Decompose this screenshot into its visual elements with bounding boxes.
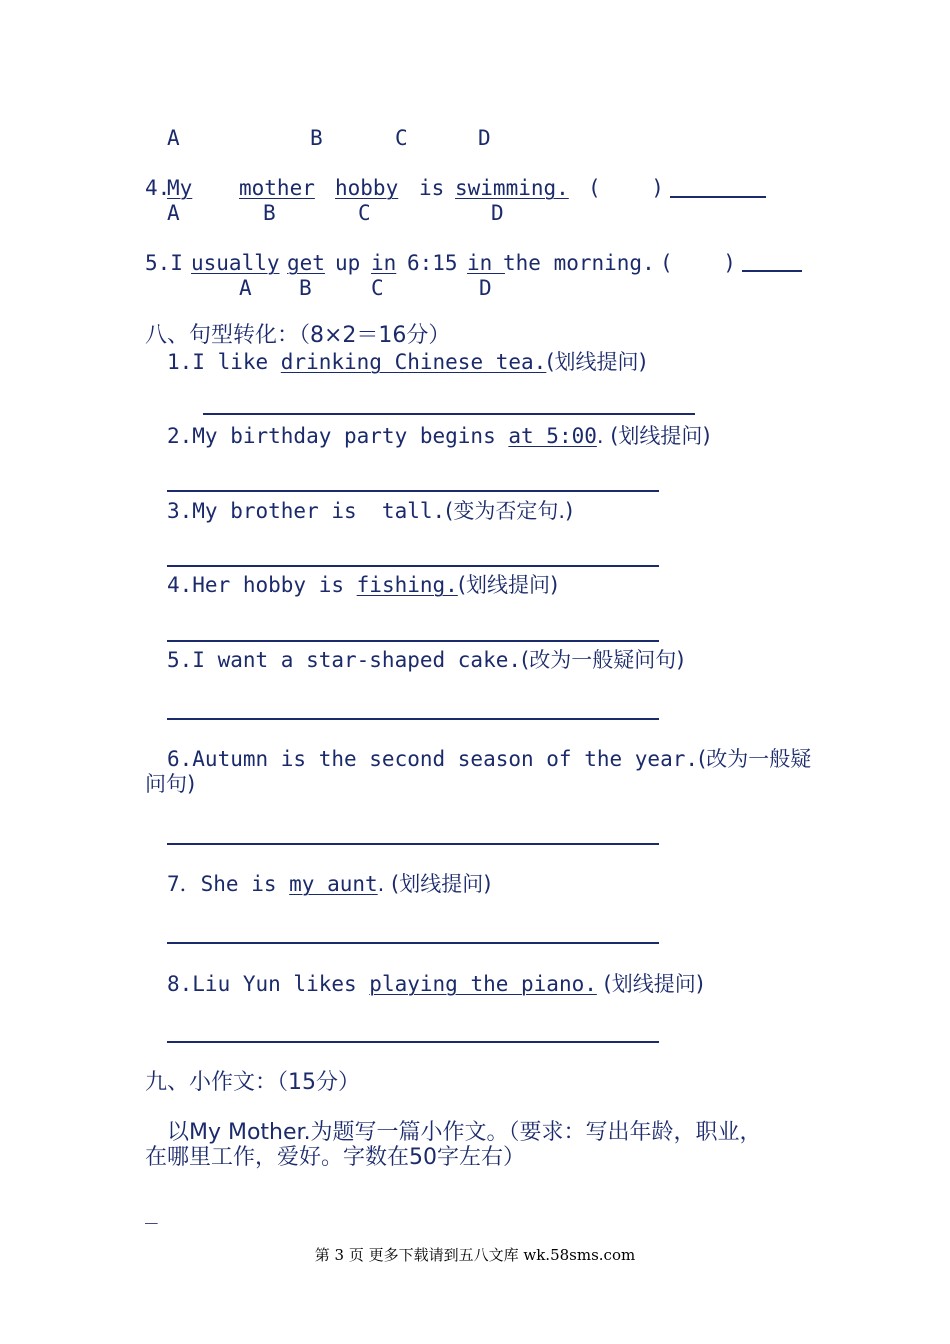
section8-answer-line-5[interactable] <box>167 718 659 720</box>
q4-number: 4. <box>145 176 171 200</box>
writing-start-mark[interactable]: _ <box>145 1200 158 1224</box>
q5-answer-paren: ( ) <box>660 251 736 275</box>
section8-item-6: 6.Autumn is the second season of the year.(改为一般疑 <box>167 747 812 771</box>
section8-item-5: 5.I want a star-shaped cake.(改为一般疑问句) <box>167 648 685 672</box>
q5-word-in-2: in <box>467 251 505 275</box>
section8-item-2: 2.My birthday party begins at 5:00. (划线提问) <box>167 424 711 448</box>
section9-heading: 九、小作文：（15分） <box>145 1070 360 1095</box>
q4-word-mother: mother <box>239 176 315 200</box>
q4-label-d: D <box>491 201 504 225</box>
q4-word-is: is <box>419 176 445 200</box>
q4-word-hobby: hobby <box>335 176 399 200</box>
section8-item-6-cont: 问句) <box>145 772 196 796</box>
q4-label-c: C <box>358 201 371 225</box>
q5-word-up: up <box>335 251 361 275</box>
section8-answer-line-6[interactable] <box>167 843 659 845</box>
q5-word-get: get <box>287 251 325 275</box>
section8-item-3: 3.My brother is tall.(变为否定句.) <box>167 499 574 523</box>
q3-option-b: B <box>310 126 323 150</box>
section9-prompt-line2: 在哪里工作，爱好。字数在50字左右） <box>145 1145 525 1170</box>
q5-label-c: C <box>371 276 384 300</box>
section8-answer-line-4[interactable] <box>167 640 659 642</box>
q4-answer-paren: ( ) <box>588 176 664 200</box>
q5-label-a: A <box>239 276 252 300</box>
q3-option-d: D <box>478 126 491 150</box>
page-footer: 第 3 页 更多下载请到五八文库 wk.58sms.com <box>314 1246 636 1264</box>
q5-answer-line[interactable] <box>742 270 802 272</box>
q4-label-a: A <box>167 201 180 225</box>
q4-word-my: My <box>167 176 193 200</box>
q5-word-time: 6:15 <box>407 251 458 275</box>
q5-word-usually: usually <box>191 251 280 275</box>
q5-label-d: D <box>479 276 492 300</box>
q4-answer-line[interactable] <box>670 196 766 198</box>
q5-word-morning: the morning. <box>503 251 655 275</box>
section8-item-7: 7．She is my aunt. (划线提问) <box>167 872 492 896</box>
q4-label-b: B <box>263 201 276 225</box>
section9-prompt-line1: 以My Mother.为题写一篇小作文。（要求：写出年龄，职业， <box>167 1120 762 1145</box>
section8-item-8: 8.Liu Yun likes playing the piano. (划线提问) <box>167 972 704 996</box>
q5-number: 5.I <box>145 251 183 275</box>
q5-word-in: in <box>371 251 397 275</box>
section8-heading: 八、句型转化：（8×2＝16分） <box>145 323 451 348</box>
section8-answer-line-1[interactable] <box>203 413 695 415</box>
section8-answer-line-2[interactable] <box>167 490 659 492</box>
section8-answer-line-8[interactable] <box>167 1041 659 1043</box>
q3-option-a: A <box>167 126 180 150</box>
q3-option-c: C <box>395 126 408 150</box>
section8-answer-line-7[interactable] <box>167 942 659 944</box>
section8-item-1: 1.I like drinking Chinese tea.(划线提问) <box>167 350 647 374</box>
section8-answer-line-3[interactable] <box>167 565 659 567</box>
section8-item-4: 4.Her hobby is fishing.(划线提问) <box>167 573 559 597</box>
q5-label-b: B <box>299 276 312 300</box>
q4-word-swimming: swimming. <box>455 176 569 200</box>
